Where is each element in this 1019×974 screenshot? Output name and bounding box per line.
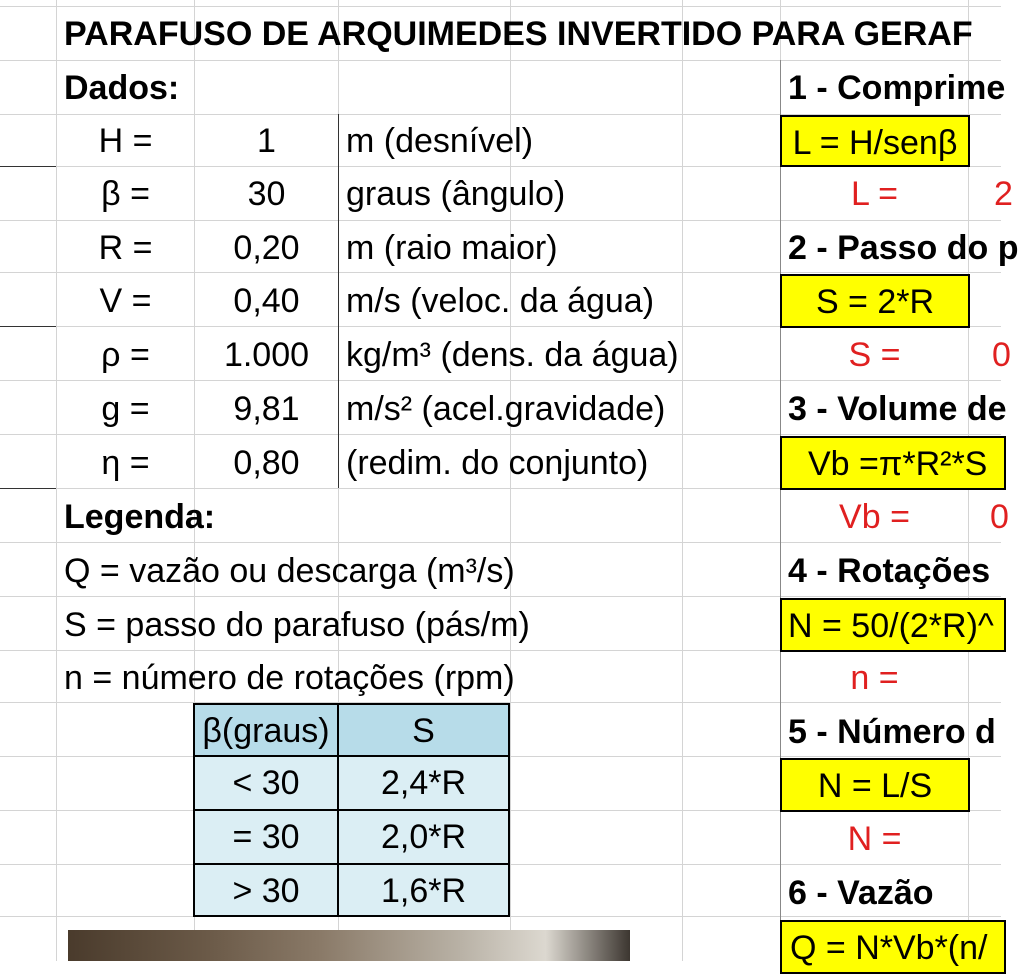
value-v[interactable]: 0,40 [233, 282, 300, 320]
section-1-title: 1 - Comprime [788, 69, 1006, 107]
result-l-value[interactable]: 2 [994, 175, 1013, 213]
section-2-title: 2 - Passo do p [788, 229, 1019, 267]
value-g[interactable]: 9,81 [233, 390, 300, 428]
desc-beta[interactable]: graus (ângulo) [346, 175, 566, 213]
table-cell[interactable]: > 30 [193, 865, 339, 917]
result-n-pas-label[interactable]: N = [847, 820, 902, 858]
desc-r[interactable]: m (raio maior) [346, 229, 558, 267]
table-cell[interactable]: 1,6*R [337, 865, 510, 917]
symbol-rho[interactable]: ρ = [101, 336, 150, 374]
table-cell[interactable]: < 30 [193, 757, 339, 811]
formula-vb[interactable]: Vb =π*R²*S [780, 436, 1006, 490]
sheet-title: PARAFUSO DE ARQUIMEDES INVERTIDO PARA GERAF [64, 15, 973, 53]
symbol-beta[interactable]: β = [101, 175, 150, 213]
formula-l[interactable]: L = H/senβ [780, 115, 970, 167]
value-eta[interactable]: 0,80 [233, 444, 300, 482]
screw-photo [68, 930, 630, 961]
table-header-s[interactable]: S [337, 703, 510, 757]
desc-rho[interactable]: kg/m³ (dens. da água) [346, 336, 679, 374]
desc-eta[interactable]: (redim. do conjunto) [346, 444, 649, 482]
desc-h[interactable]: m (desnível) [346, 122, 534, 160]
table-cell[interactable]: 2,0*R [337, 811, 510, 865]
symbol-g[interactable]: g = [101, 390, 150, 428]
value-beta[interactable]: 30 [247, 175, 286, 213]
desc-g[interactable]: m/s² (acel.gravidade) [346, 390, 666, 428]
formula-q[interactable]: Q = N*Vb*(n/ [780, 920, 1006, 974]
section-6-title: 6 - Vazão [788, 874, 934, 912]
result-l-label[interactable]: L = [851, 175, 898, 213]
section-5-title: 5 - Número d [788, 713, 996, 751]
formula-n-rotacoes[interactable]: N = 50/(2*R)^ [780, 598, 1006, 652]
dados-label: Dados: [64, 69, 180, 107]
table-header-beta[interactable]: β(graus) [193, 703, 339, 757]
legenda-item-s[interactable]: S = passo do parafuso (pás/m) [64, 606, 530, 644]
result-s-label[interactable]: S = [848, 336, 901, 374]
value-rho[interactable]: 1.000 [223, 336, 310, 374]
result-vb-label[interactable]: Vb = [839, 498, 910, 536]
symbol-eta[interactable]: η = [101, 444, 150, 482]
result-n-label[interactable]: n = [850, 659, 899, 697]
section-4-title: 4 - Rotações [788, 552, 991, 590]
section-3-title: 3 - Volume de [788, 390, 1007, 428]
table-cell[interactable]: = 30 [193, 811, 339, 865]
symbol-r[interactable]: R = [98, 229, 153, 267]
table-cell[interactable]: 2,4*R [337, 757, 510, 811]
legenda-item-q[interactable]: Q = vazão ou descarga (m³/s) [64, 552, 515, 590]
value-h[interactable]: 1 [257, 122, 276, 160]
value-r[interactable]: 0,20 [233, 229, 300, 267]
symbol-h[interactable]: H = [98, 122, 153, 160]
result-vb-value[interactable]: 0 [990, 498, 1009, 536]
formula-n-pas[interactable]: N = L/S [780, 758, 970, 812]
legenda-item-n[interactable]: n = número de rotações (rpm) [64, 659, 515, 697]
formula-s[interactable]: S = 2*R [780, 274, 970, 328]
legenda-label: Legenda: [64, 498, 216, 536]
symbol-v[interactable]: V = [99, 282, 152, 320]
desc-v[interactable]: m/s (veloc. da água) [346, 282, 655, 320]
result-s-value[interactable]: 0 [992, 336, 1011, 374]
